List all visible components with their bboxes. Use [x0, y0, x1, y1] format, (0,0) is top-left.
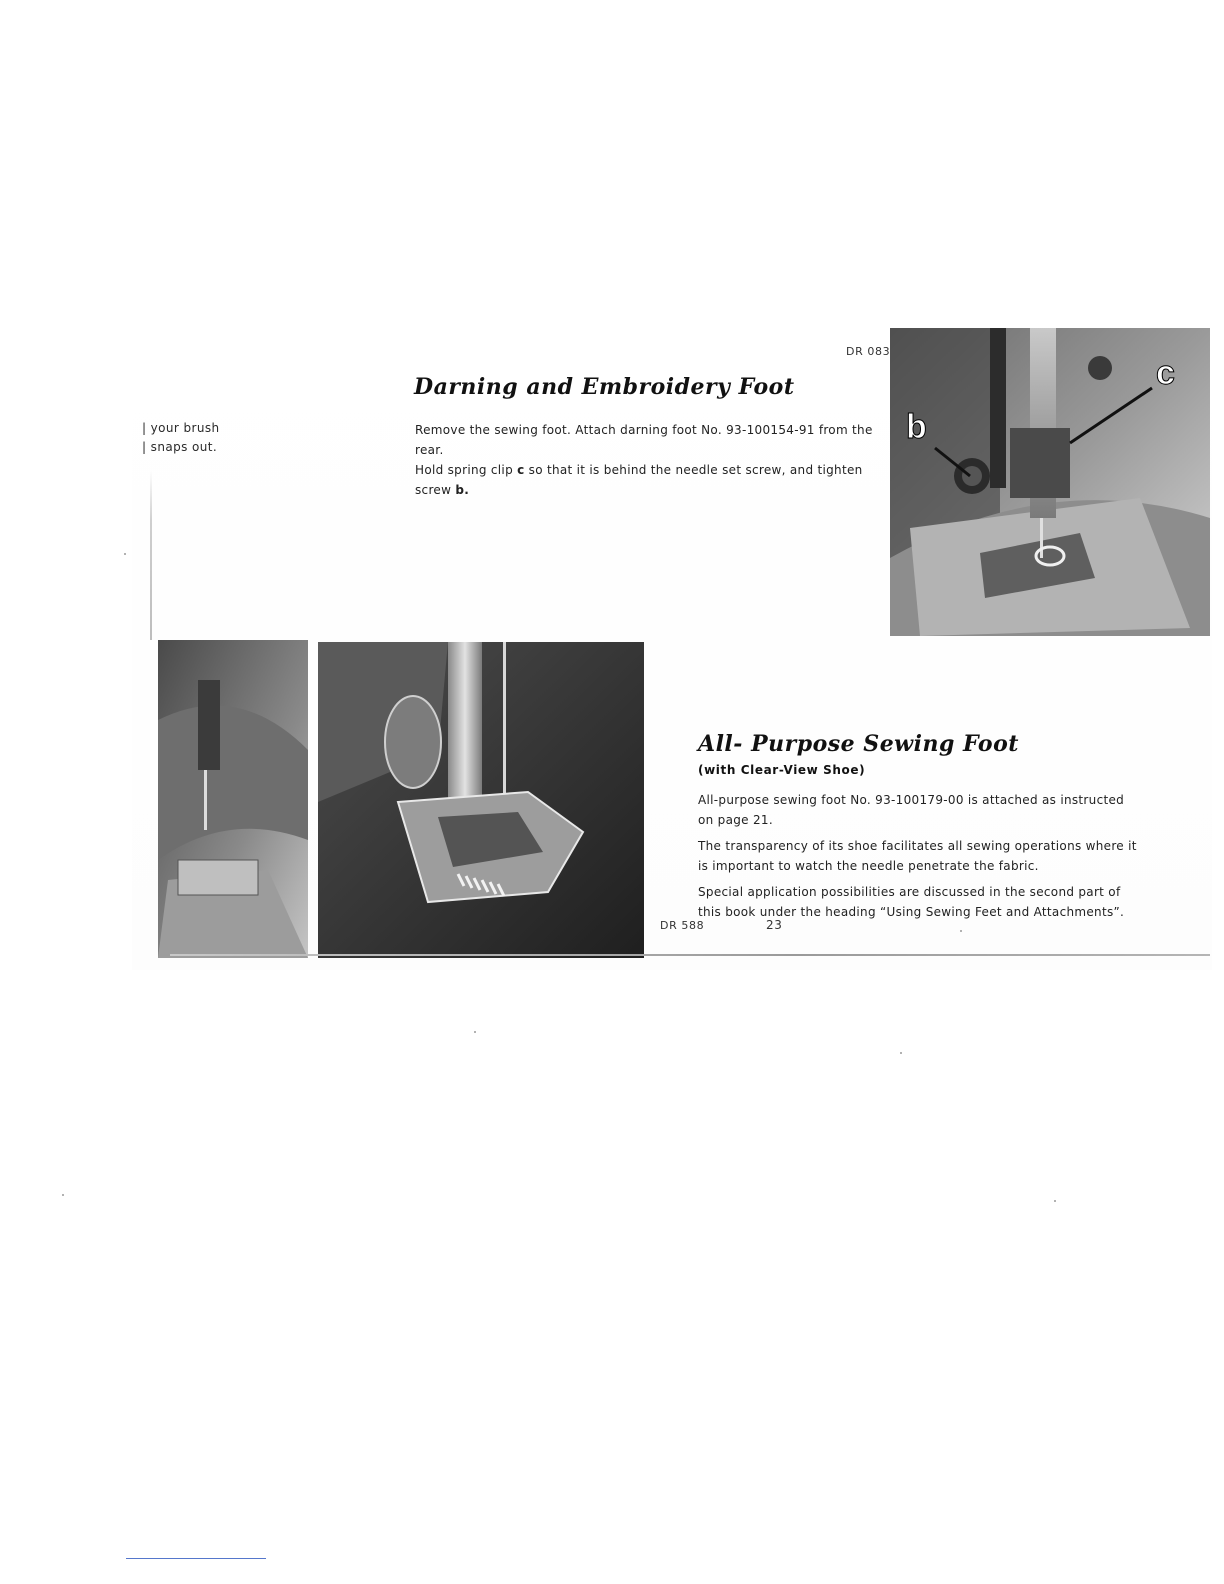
- sewing-machine-closeup-image: [890, 328, 1210, 636]
- darning-line-2: [415, 460, 875, 500]
- margin-fragment-1: [142, 421, 219, 435]
- darning-line-2a: Hold spring clip: [415, 463, 518, 477]
- figure-code-dr083: DR 083: [846, 345, 891, 358]
- figure-code-dr588: DR 588: [660, 919, 705, 932]
- darning-title: Darning and Embroidery Foot: [414, 374, 795, 400]
- margin-fragment-1-text: your brush: [150, 421, 220, 435]
- all-purpose-instructions: [698, 790, 1138, 928]
- all-purpose-title: All- Purpose Sewing Foot: [698, 731, 1019, 757]
- page-bottom-edge: [170, 954, 1210, 956]
- scan-speck: [1054, 1200, 1056, 1202]
- darning-line-1: Remove the sewing foot. Attach darning foot No. 93-100154-91 from the rear.: [415, 423, 873, 457]
- screw-letter: b.: [455, 483, 470, 497]
- clip-letter: c: [517, 463, 525, 477]
- scan-speck: [62, 1194, 64, 1196]
- photo-label-b: b: [906, 408, 927, 446]
- darning-line-2b: so that it is behind the needle set screw, and tighten screw: [415, 463, 863, 497]
- scan-speck: [900, 1052, 902, 1054]
- scan-speck: [124, 553, 126, 555]
- all-purpose-para-3: Special application possibilities are discussed in the second part of this book under the heading “Using Sewing Feet and Attachments”.: [698, 885, 1125, 919]
- scan-speck: [960, 930, 962, 932]
- fragment-bar: |: [142, 421, 151, 435]
- darning-foot-photo: [890, 328, 1210, 636]
- all-purpose-para-1: All-purpose sewing foot No. 93-100179-00 is attached as instructed on page 21.: [698, 793, 1125, 827]
- footer-rule: [126, 1558, 266, 1559]
- darning-instructions: [415, 420, 875, 500]
- sewing-foot-side-image: [158, 640, 308, 958]
- scan-speck: [474, 1031, 476, 1033]
- left-page-photo: [158, 640, 308, 958]
- all-purpose-foot-photo: [318, 642, 644, 958]
- page-number: 23: [766, 918, 783, 932]
- margin-fragment-2: [142, 440, 217, 454]
- all-purpose-foot-image: [318, 642, 644, 958]
- photo-label-c: c: [1156, 354, 1175, 392]
- margin-fragment-2-text: snaps out.: [150, 440, 218, 454]
- all-purpose-para-2: The transparency of its shoe facilitates all sewing operations where it is important to watch the needle penetrate the fabric.: [698, 839, 1137, 873]
- page-gutter: [150, 470, 152, 640]
- all-purpose-subtitle: (with Clear-View Shoe): [698, 763, 866, 777]
- fragment-bar: |: [142, 440, 151, 454]
